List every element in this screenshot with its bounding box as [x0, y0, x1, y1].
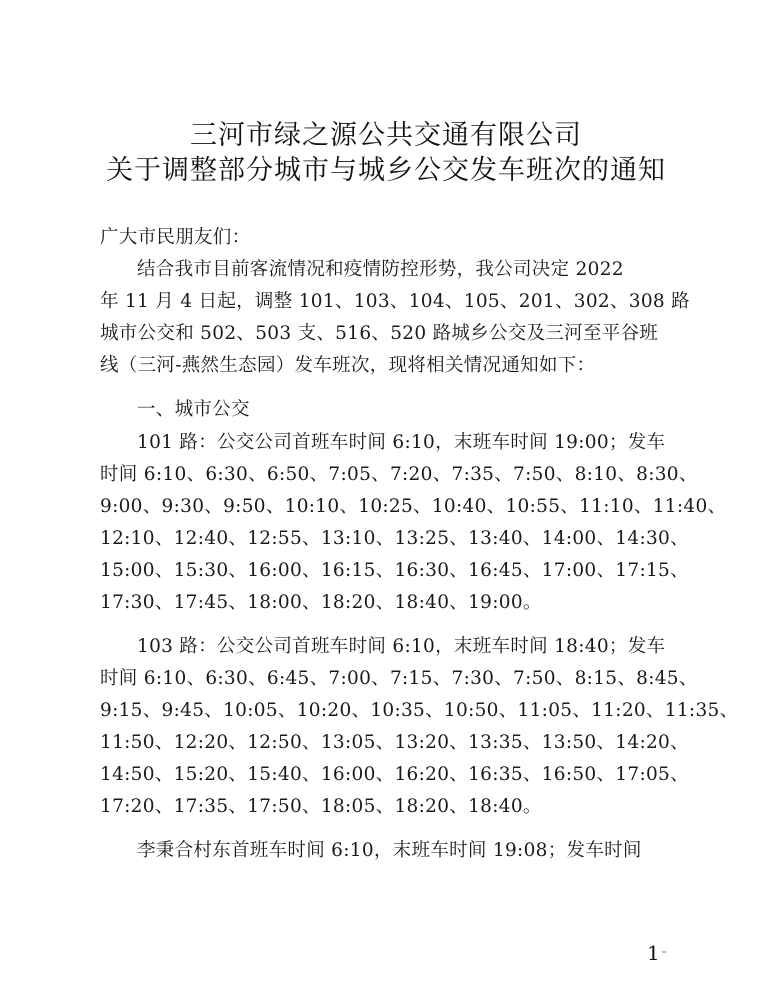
document-title-line1: 三河市绿之源公共交通有限公司 [190, 120, 582, 151]
salutation: 广大市民朋友们： [100, 227, 251, 248]
intro-paragraph-line: 线（三河-燕然生态园）发车班次，现将相关情况通知如下： [100, 355, 596, 376]
route-101-line: 时间 6:10、6:30、6:50、7:05、7:20、7:35、7:50、8:10、8:30、 [100, 464, 698, 485]
section-heading-city-bus: 一、城市公交 [137, 399, 250, 420]
route-101-line: 17:30、17:45、18:00、18:20、18:40、19:00。 [100, 592, 542, 613]
route-103-line: 9:15、9:45、10:05、10:20、10:35、10:50、11:05、11:20、11:35、 [100, 700, 739, 721]
route-103-return-line: 李秉合村东首班车时间 6:10，末班车时间 19:08；发车时间 [137, 840, 642, 861]
document-title-line2: 关于调整部分城市与城乡公交发车班次的通知 [106, 155, 666, 186]
route-101-line: 101 路：公交公司首班车时间 6:10，末班车时间 19:00；发车 [137, 432, 666, 453]
route-101-line: 9:00、9:30、9:50、10:10、10:25、10:40、10:55、11:10、11:40、 [100, 496, 727, 517]
route-103-line: 103 路：公交公司首班车时间 6:10，末班车时间 18:40；发车 [137, 636, 666, 657]
intro-paragraph-line: 年 11 月 4 日起，调整 101、103、104、105、201、302、308 路 [100, 291, 690, 312]
route-101-line: 15:00、15:30、16:00、16:15、16:30、16:45、17:00、17:15、 [100, 560, 689, 581]
intro-paragraph-line: 城市公交和 502、503 支、516、520 路城乡公交及三河至平谷班 [100, 323, 659, 344]
page-number: 1 [647, 941, 660, 965]
route-101-line: 12:10、12:40、12:55、13:10、13:25、13:40、14:00、14:30、 [100, 528, 689, 549]
page-number-mark [662, 951, 666, 953]
route-103-line: 14:50、15:20、15:40、16:00、16:20、16:35、16:50、17:05、 [100, 764, 689, 785]
route-103-line: 17:20、17:35、17:50、18:05、18:20、18:40。 [100, 796, 542, 817]
route-103-line: 11:50、12:20、12:50、13:05、13:20、13:35、13:50、14:20、 [100, 732, 689, 753]
route-103-line: 时间 6:10、6:30、6:45、7:00、7:15、7:30、7:50、8:15、8:45、 [100, 668, 698, 689]
intro-paragraph-line: 结合我市目前客流情况和疫情防控形势，我公司决定 2022 [137, 259, 624, 280]
